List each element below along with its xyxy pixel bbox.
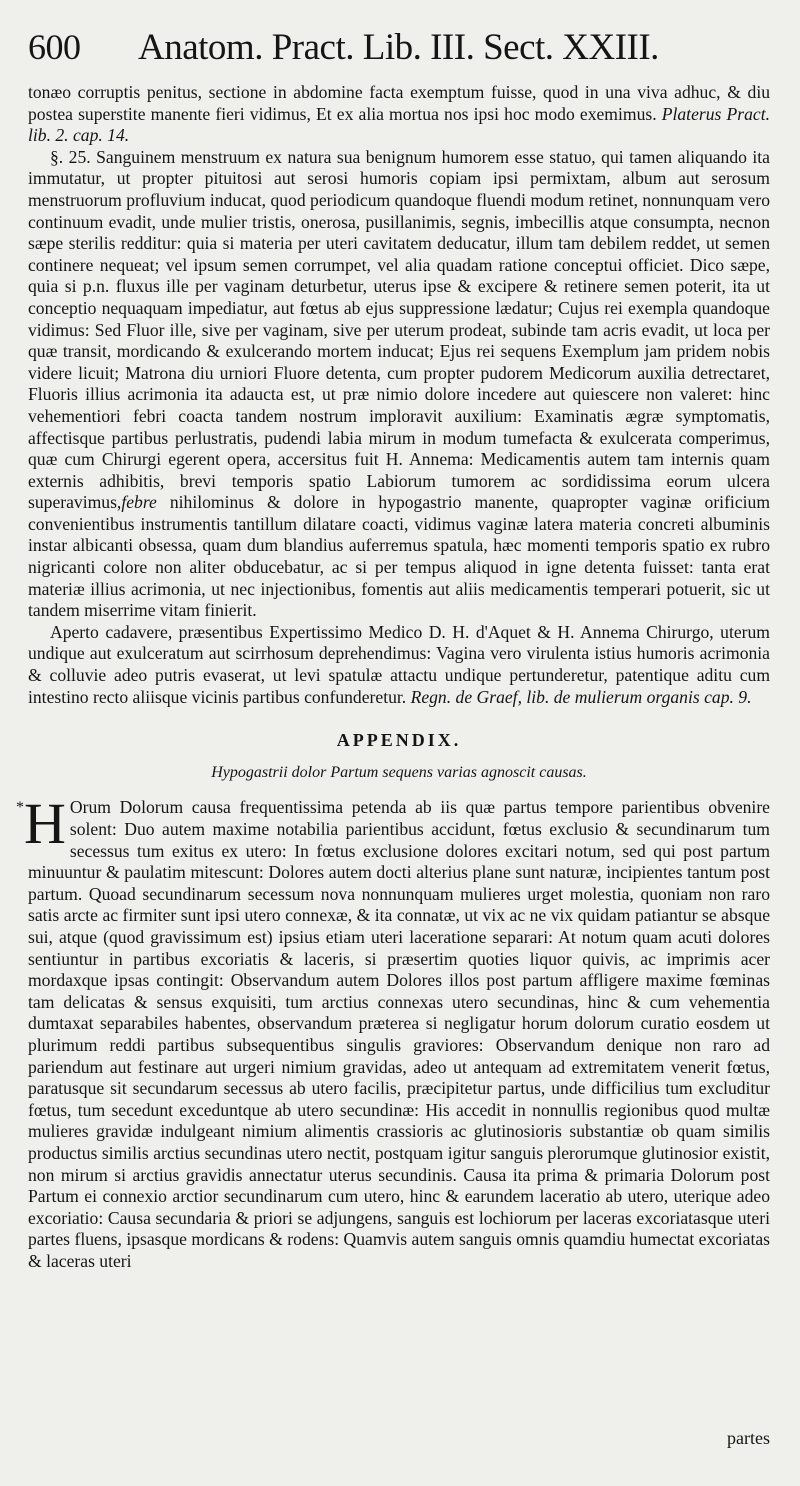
citation-platerus: Platerus Pract. lib. 2. cap. 14. bbox=[28, 103, 770, 146]
catchword: partes bbox=[727, 1428, 770, 1448]
appendix-paragraph: * H Orum Dolorum causa frequentissima petenda ab iis quæ partus tempore parientibus obvenire solent: Duo autem maxime notabilia parientibus accidunt, fœtus exclusio & secundinarum tum secessus tum exitus ex utero: In fœtus exclusione dolores excitari notum, sed qui post partum minuuntur & paulatim mitescunt: Dolores autem docti alterius plane sunt naturæ, incipientes tantum post partum. Quoad secundinarum secessum nova nonnunquam mulieres urget molestia, quoniam non raro satis arcte ac firmiter sunt ipsi utero connexæ, & ita connatæ, ut vix ac ne vix quidam patiantur se absque sui, atque (quod gravissimum est) ipsius etiam uteri laceratione separari: At notum quam acuti dolores sentiuntur in partibus excoriatis & laceris, si præsertim quoties liquor quivis, ac imprimis acer mordaxque ipsas contingit: Observandum autem Dolores illos post partum affligere maxime fœminas tam delicatas & sensus exquisiti, tum arctius connexas utero secundinas, hinc & cum vehementia dumtaxat separabiles habentes, observandum præterea si negligatur horum dolorum curatio eosdem ut plurimum reddi partibus subsequentibus singulis graviores: Observandum denique non raro ad pariendum aut festinare aut urgeri nimium gravidas, adeo ut antequam ad extremitatem venerit fœtus, paratusque sit secundarum secessus ab utero facilis, præcipitetur partus, unde difficilius tum excluditur fœtus, tum secedunt exceduntque ab utero secundinæ: His accedit in nonnullis regionibus quod multæ mulieres gravidæ indulgeant nimium alimentis crassioris ac glutinosioris substantiæ ob quam similis productus similis arctius secundinas utero nectit, postquam igitur sanguis plerorumque glutinosior existit, non mirum si arctius gravidis annectatur uterus secundinis. Causa ita prima & primaria Dolorum post Partum ei connexio arctior secundinarum cum utero, hinc & earundem laceratio ab utero, uterique adeo excoriatio: Causa secundaria & priori se adjungens, sanguis est lochiorum per laceras excoriatasque uteri partes fluens, ipsasque mordicans & rodens: Quamvis autem sanguis omnis quamdiu humectat excoriatas & laceras uteri bbox=[16, 791, 770, 1271]
citation-graef: Regn. de Graef, lib. de mulierum organis cap. 9. bbox=[410, 686, 752, 707]
page-header bbox=[28, 26, 770, 76]
running-title: Anatom. Pract. Lib. III. Sect. XXIII. bbox=[138, 27, 659, 68]
page-number: 600 bbox=[28, 27, 81, 67]
appendix-subtitle: Hypogastrii dolor Partum sequens varias agnoscit causas. bbox=[211, 763, 587, 781]
asterisk-marker: * bbox=[16, 799, 24, 817]
main-text bbox=[16, 82, 770, 1272]
drop-cap: H bbox=[24, 791, 66, 857]
paragraph-continuation: tonæo corruptis penitus, sectione in abdomine facta exemptum fuisse, quod in una viva adhuc, & diu postea superstite manente fieri vidimus, Et ex alia mortua nos ipsi hoc modo exemimus. Platerus Pract. lib. 2. cap. 14. bbox=[28, 82, 770, 146]
paragraph-autopsy: Aperto cadavere, præsentibus Expertissimo Medico D. H. d'Aquet & H. Annema Chirurgo, uterum undique aut exulceratum aut scirrhosum deprehendimus: Vagina vero virulenta istius humoris acrimonia & colluvie adeo putris evaserat, ut levi spatulæ attactu undique pertunderetur, patentique aditu cum intestino recto aliisque vicinis partibus confunderetur. Regn. de Graef, lib. de mulierum organis cap. 9. bbox=[28, 621, 770, 707]
appendix-title: APPENDIX. bbox=[336, 730, 462, 751]
italic-febre: febre bbox=[121, 492, 157, 513]
paragraph-section-25: §. 25. Sanguinem menstruum ex natura sua benignum humorem esse statuo, qui tamen aliquando ita immutatur, ut propter pituitosi aut serosi humoris copiam ipsi permixtam, album aut serosum menstruorum profluvium inducat, quod periodicum quandoque fluendi modum retinet, nonnunquam vero continuum evadit, unde mulier tristis, onerosa, pusillanimis, segnis, imbecillis atque consumpta, necnon sæpe sterilis redditur: quia si materia per uteri cavitatem deducatur, illum tam debilem reddet, ut semen continere nequeat; vel ipsum semen corrumpet, vel alia quadam ratione conceptui officiet. Dico sæpe, quia si p.n. fluxus ille per vaginam deturbetur, uterus ipse & excipere & retinere semen poterit, ita ut conceptio nequaquam impediatur, aut fœtus ab ejus suppressione lædatur; Cujus rei exempla quandoque vidimus: Sed Fluor ille, sive per vaginam, sive per uterum prodeat, subinde tam acris evadit, ut loca per quæ transit, mordicando & exulcerando mortem inducat; Ejus rei sequens Exemplum jam pridem nobis videre licuit; Matrona diu urniori Fluore detenta, cum propter pudorem Medicorum auxilia detrectaret, Fluoris illius acrimonia ita adaucta est, ut præ nimio dolore incedere aut quiescere non valeret: hinc vehementiori febri coacta tandem nostrum imploravit auxilium: Examinatis ægræ symptomatis, affectisque partibus perlustratis, pudendi labia mirum in modum tumefacta & exulcerata comperimus, quæ cum Chirurgi egerent opera, accersitus fuit H. Annema: Medicamentis autem tam internis quam externis adhibitis, brevi temporis spatio Labiorum tumorem ac sordidissima eorum ulcera superavimus,febre nihilominus & dolore in hypogastrio manente, quapropter vaginæ orificium convenientibus instrumentis tantillum dilatare coacti, vidimus vaginæ latera materia concreti albuminis instar albicanti obsessa, quam dum blandius auferremus spatula, hæc momenti temporis spatio ex rubro nigricanti colore non aliter obducebatur, ac si per tempus aliquod in igne detenta fuisset: tanta erat materiæ illius acrimonia, ut nec injectionibus, fomentis aut aliis medicamentis temperari potuerit, sic ut tandem miserrime vitam finierit. bbox=[28, 146, 770, 621]
